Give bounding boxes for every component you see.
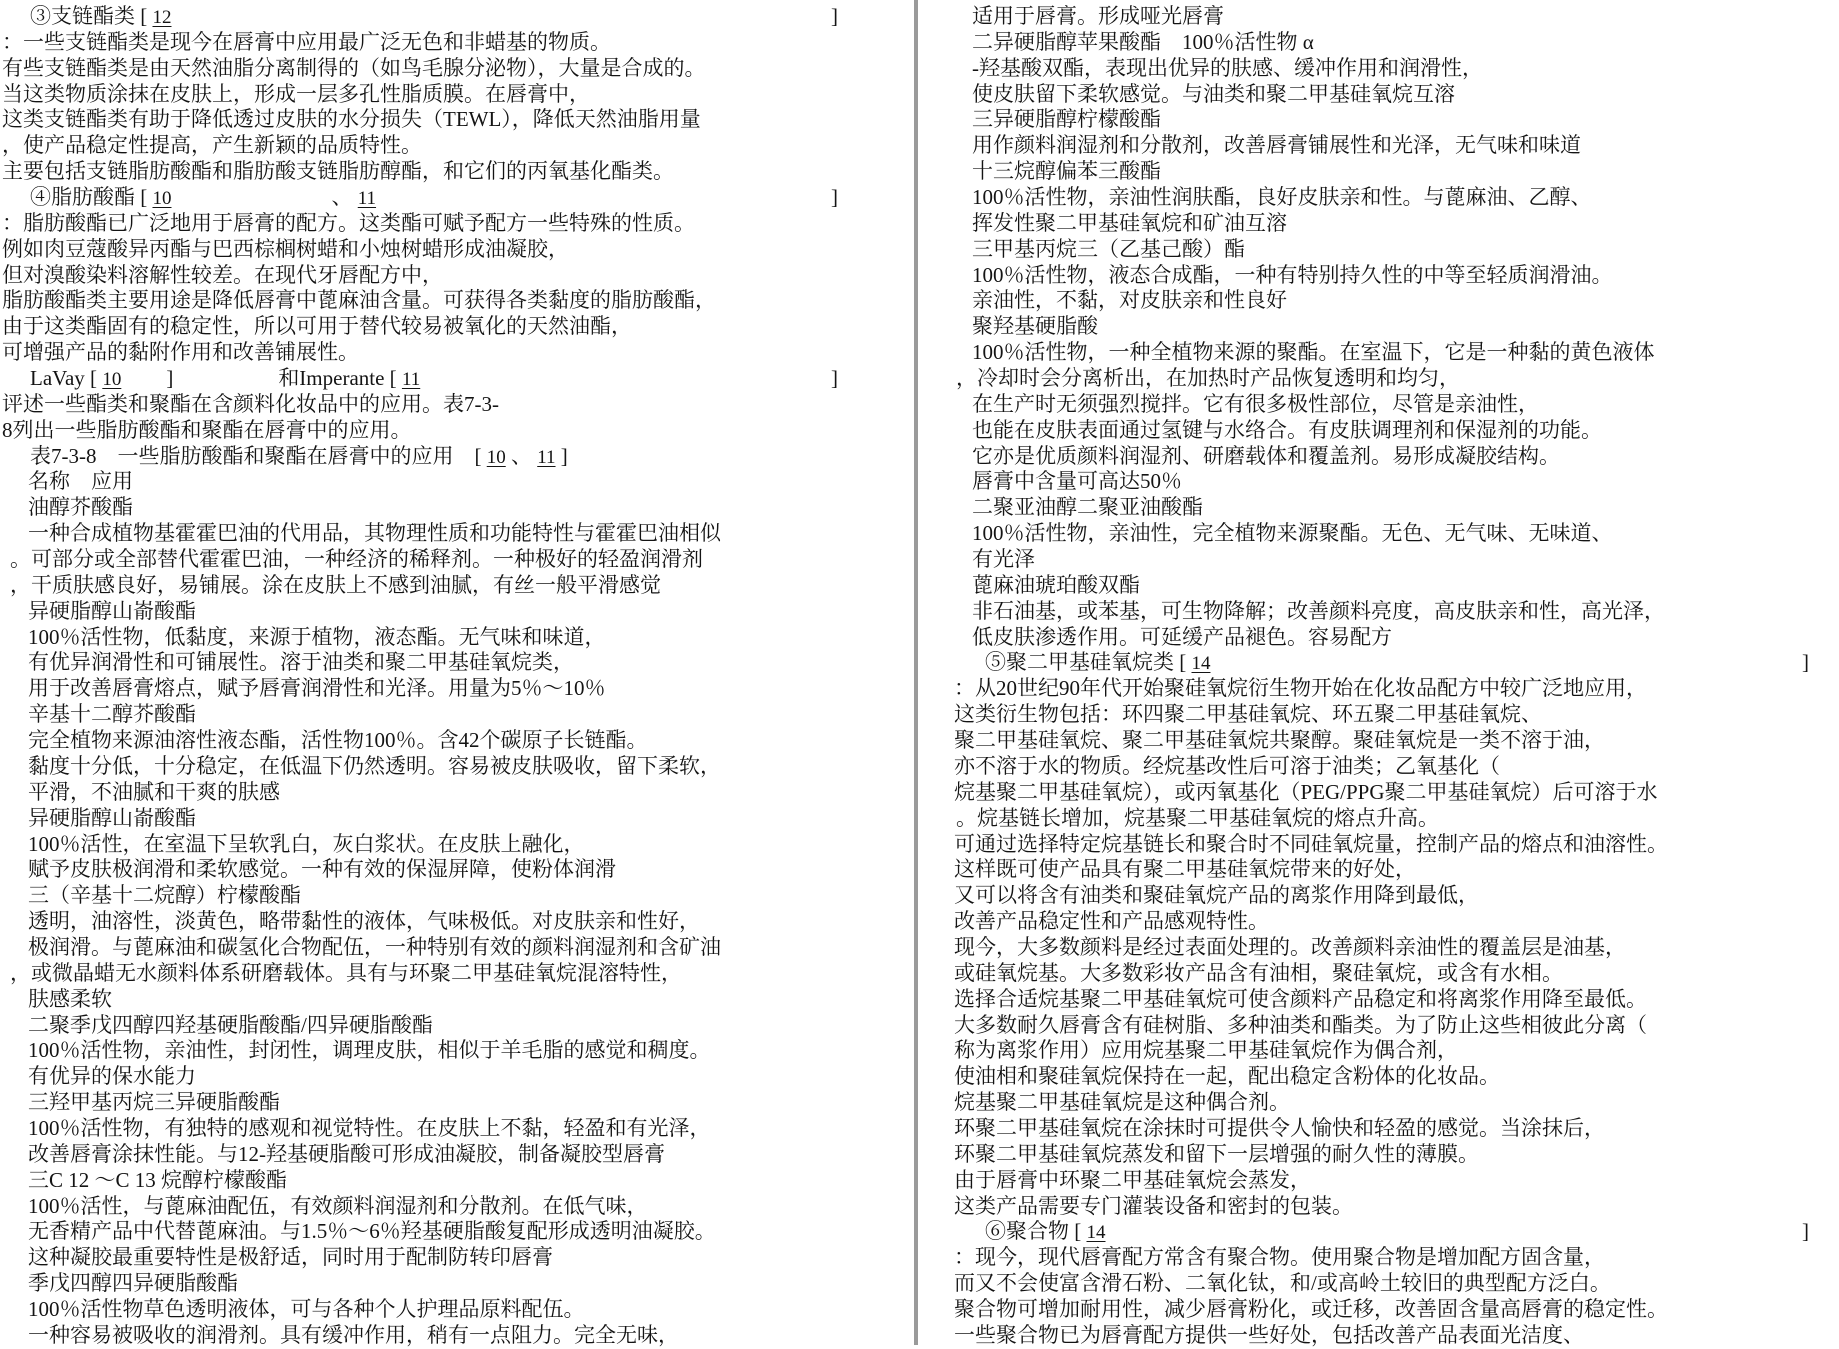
text-run: 低皮肤渗透作用。可延缓产品褪色。容易配方: [972, 624, 1392, 649]
text-run: ：从20世纪90年代开始聚硅氧烷衍生物开始在化妆品配方中较广泛地应用，: [954, 676, 1647, 701]
text-run: 这类支链酯类有助于降低透过皮肤的水分损失（TEWL），降低天然油脂用量: [2, 107, 701, 132]
text-run: ④脂肪酸酯 [: [30, 185, 153, 210]
text-run: 透明，油溶性，淡黄色，略带黏性的液体，气味极低。对皮肤亲和性好，: [28, 909, 700, 934]
text-run: 赋予皮肤极润滑和柔软感觉。一种有效的保湿屏障，使粉体润滑: [28, 857, 616, 882]
text-line: [954, 1271, 1809, 1297]
text-run: 聚合物可增加耐用性，减少唇膏粉化，或迁移，改善固含量高唇膏的稳定性。: [954, 1296, 1668, 1321]
text-run: 烷基聚二甲基硅氧烷是这种偶合剂。: [954, 1090, 1290, 1115]
text-run: 用于改善唇膏熔点，赋予唇膏润滑性和光泽。用量为5％～10％: [28, 676, 606, 701]
text-line: [972, 625, 1809, 651]
text-run: -羟基酸双酯，表现出优异的肤感、缓冲作用和润滑性，: [972, 55, 1483, 80]
inline-spacer: [173, 384, 278, 385]
text-line: [28, 650, 838, 676]
text-run: 改善唇膏涂抹性能。与12-羟基硬脂酸可形成油凝胶，制备凝胶型唇膏: [28, 1141, 665, 1166]
text-line: [972, 495, 1809, 521]
text-run: 。烷基链长增加，烷基聚二甲基硅氧烷的熔点升高。: [956, 805, 1439, 830]
text-line: [954, 883, 1809, 909]
text-line: [2, 288, 838, 314]
citation-link[interactable]: 14: [1191, 653, 1211, 675]
citation-link[interactable]: 11: [537, 446, 556, 468]
text-line: [28, 1271, 838, 1297]
text-run: 三甲基丙烷三（乙基己酸）酯: [972, 236, 1245, 261]
text-line: [28, 599, 838, 625]
text-line: [28, 857, 838, 883]
text-run: ，冷却时会分离析出，在加热时产品恢复透明和均匀，: [956, 366, 1460, 391]
text-line: [972, 159, 1809, 185]
text-line: [954, 987, 1809, 1013]
text-run: ，使产品稳定性提高，产生新颖的品质特性。: [2, 133, 422, 158]
left-page-column: [0, 0, 914, 1345]
text-run: 可通过选择特定烷基链长和聚合时不同硅氧烷量，控制产品的熔点和油溶性。: [954, 831, 1668, 856]
text-run: ：一些支链酯类是现今在唇膏中应用最广泛无色和非蜡基的物质。: [2, 29, 611, 54]
text-run: 使油相和聚硅氧烷保持在一起，配出稳定含粉体的化妆品。: [954, 1064, 1500, 1089]
text-run: 亦不溶于水的物质。经烷基改性后可溶于油类；乙氧基化（: [954, 753, 1500, 778]
text-run: 二聚亚油醇二聚亚油酸酯: [972, 495, 1203, 520]
text-line: [28, 1142, 838, 1168]
text-run: 亲油性，不黏，对皮肤亲和性良好: [972, 288, 1287, 313]
text-run: 100％活性物，一种全植物来源的聚酯。在室温下，它是一种黏的黄色液体: [972, 340, 1655, 365]
citation-link[interactable]: 14: [1086, 1222, 1106, 1244]
text-line: [2, 314, 838, 340]
text-run: 100％活性物，亲油性，完全植物来源聚酯。无色、无气味、无味道、: [972, 521, 1613, 546]
text-line: [972, 418, 1809, 444]
text-run: 主要包括支链脂肪酸酯和脂肪酸支链脂肪醇酯，和它们的丙氧基化酯类。: [2, 159, 674, 184]
text-line: [2, 133, 838, 159]
text-run: 100％活性物，亲油性，封闭性，调理皮肤，相似于羊毛脂的感觉和稠度。: [28, 1038, 711, 1063]
text-line: [28, 1219, 838, 1245]
text-run: 有些支链酯类是由天然油脂分离制得的（如鸟毛腺分泌物），大量是合成的。: [2, 55, 706, 80]
text-line: [2, 30, 838, 56]
text-line: [28, 883, 838, 909]
text-line: [10, 547, 838, 573]
text-line: [10, 961, 838, 987]
text-line: [972, 237, 1809, 263]
text-run: 极润滑。与蓖麻油和碳氢化合物配伍，一种特别有效的颜料润湿剂和含矿油: [28, 934, 721, 959]
text-run: 烷基聚二甲基硅氧烷），或丙氧基化（PEG/PPG聚二甲基硅氧烷）后可溶于水: [954, 779, 1658, 804]
text-run: 100％活性物，低黏度，来源于植物，液态酯。无气味和味道，: [28, 624, 606, 649]
text-run: 也能在皮肤表面通过氢键与水络合。有皮肤调理剂和保湿剂的功能。: [972, 417, 1602, 442]
text-line: [954, 702, 1809, 728]
text-run: 选择合适烷基聚二甲基硅氧烷可使含颜料产品稳定和将离浆作用降至最低。: [954, 986, 1647, 1011]
text-run: 使皮肤留下柔软感觉。与油类和聚二甲基硅氧烷互溶: [972, 81, 1455, 106]
text-run: 表7-3-8 一些脂肪酸酯和聚酯在唇膏中的应用 [: [30, 443, 487, 468]
text-line: [972, 547, 1809, 573]
text-run: 油醇芥酸酯: [28, 495, 133, 520]
text-line: [28, 1168, 838, 1194]
text-line: [972, 133, 1809, 159]
text-line: [972, 340, 1809, 366]
text-run: 聚二甲基硅氧烷、聚二甲基硅氧烷共聚醇。聚硅氧烷是一类不溶于油，: [954, 728, 1605, 753]
text-line: [28, 625, 838, 651]
text-run: 异硬脂醇山嵛酸酯: [28, 598, 196, 623]
text-line: [28, 1297, 838, 1323]
text-run: 二异硬脂醇苹果酸酯 100％活性物 α: [972, 29, 1314, 54]
text-run: 蓖麻油琥珀酸双酯: [972, 572, 1140, 597]
text-run: 挥发性聚二甲基硅氧烷和矿油互溶: [972, 210, 1287, 235]
text-line: [972, 314, 1809, 340]
text-line: [2, 392, 838, 418]
text-run: 三C 12 ～C 13 烷醇柠檬酸酯: [28, 1167, 288, 1192]
text-run: ：现今，现代唇膏配方常含有聚合物。使用聚合物是增加配方固含量，: [954, 1245, 1605, 1270]
text-run: 异硬脂醇山嵛酸酯: [28, 805, 196, 830]
text-run: ]: [166, 366, 174, 391]
right-page-column: [918, 0, 1839, 1345]
citation-link[interactable]: 11: [401, 369, 421, 391]
text-line: [954, 1168, 1809, 1194]
text-line: [28, 1194, 838, 1220]
text-line: [972, 288, 1809, 314]
text-run: 一些聚合物已为唇膏配方提供一些好处，包括改善产品表面光洁度、: [954, 1322, 1584, 1347]
text-line: [28, 495, 838, 521]
text-run: 但对溴酸染料溶解性较差。在现代牙唇配方中，: [2, 262, 443, 287]
text-line: [972, 4, 1809, 30]
text-line: [2, 56, 838, 82]
text-line: [28, 935, 838, 961]
text-run: 又可以将含有油类和聚硅氧烷产品的离浆作用降到最低，: [954, 883, 1479, 908]
text-run: ]: [555, 443, 568, 468]
text-run: 和Imperante [: [278, 366, 402, 391]
text-line: [30, 185, 838, 211]
text-line: [28, 1116, 838, 1142]
text-run: 由于唇膏中环聚二甲基硅氧烷会蒸发，: [954, 1167, 1311, 1192]
text-line: [28, 521, 838, 547]
text-run: 100％活性物，有独特的感观和视觉特性。在皮肤上不黏，轻盈和有光泽，: [28, 1115, 711, 1140]
text-run: 大多数耐久唇膏含有硅树脂、多种油类和酯类。为了防止这些相彼此分离（: [954, 1012, 1647, 1037]
text-run: 三羟甲基丙烷三异硬脂酸酯: [28, 1090, 280, 1115]
text-line: [30, 366, 838, 392]
text-line: [28, 806, 838, 832]
text-run: 环聚二甲基硅氧烷蒸发和留下一层增强的耐久性的薄膜。: [954, 1141, 1479, 1166]
text-run: 这类产品需要专门灌装设备和密封的包装。: [954, 1193, 1353, 1218]
text-run: 、: [505, 443, 538, 468]
text-line: [954, 1297, 1809, 1323]
text-run: 三（辛基十二烷醇）柠檬酸酯: [28, 883, 301, 908]
citation-link[interactable]: 10: [102, 369, 122, 391]
text-run: ⑥聚合物 [: [985, 1219, 1087, 1244]
text-run: 这类衍生物包括：环四聚二甲基硅氧烷、环五聚二甲基硅氧烷、: [954, 702, 1542, 727]
text-line: [985, 1219, 1809, 1245]
text-run: 有光泽: [972, 547, 1035, 572]
text-line: [954, 961, 1809, 987]
text-run: 环聚二甲基硅氧烷在涂抹时可提供令人愉快和轻盈的感觉。当涂抹后，: [954, 1115, 1605, 1140]
text-line: [954, 780, 1809, 806]
text-run: 三异硬脂醇柠檬酸酯: [972, 107, 1161, 132]
text-run: ，干质肤感良好，易铺展。涂在皮肤上不感到油腻，有丝一般平滑感觉: [10, 572, 661, 597]
text-line: [2, 340, 838, 366]
text-run: 在生产时无须强烈搅拌。它有很多极性部位，尽管是亲油性，: [972, 391, 1539, 416]
text-run: 改善产品稳定性和产品感观特性。: [954, 909, 1269, 934]
text-run: 现今，大多数颜料是经过表面处理的。改善颜料亲油性的覆盖层是油基，: [954, 934, 1626, 959]
text-line: [2, 82, 838, 108]
text-line: [954, 728, 1809, 754]
text-line: [28, 1038, 838, 1064]
text-line: [2, 107, 838, 133]
text-run: ]: [831, 366, 838, 391]
text-run: 8列出一些脂肪酸酯和聚酯在唇膏中的应用。: [2, 417, 412, 442]
text-run: 例如肉豆蔻酸异丙酯与巴西棕榈树蜡和小烛树蜡形成油凝胶，: [2, 236, 569, 261]
citation-link[interactable]: 10: [486, 446, 506, 468]
text-line: [972, 107, 1809, 133]
text-line: [972, 30, 1809, 56]
text-run: 平滑，不油腻和干爽的肤感: [28, 779, 280, 804]
text-line: [2, 159, 838, 185]
text-line: [954, 754, 1809, 780]
text-line: [28, 728, 838, 754]
text-run: 黏度十分低，十分稳定，在低温下仍然透明。容易被皮肤吸收，留下柔软，: [28, 753, 721, 778]
text-run: 一种合成植物基霍霍巴油的代用品，其物理性质和功能特性与霍霍巴油相似: [28, 521, 721, 546]
text-line: [2, 263, 838, 289]
text-line: [972, 56, 1809, 82]
text-line: [954, 1013, 1809, 1039]
citation-link[interactable]: 10: [152, 188, 172, 210]
text-run: 由于这类酯固有的稳定性，所以可用于替代较易被氧化的天然油酯，: [2, 314, 632, 339]
text-run: 可增强产品的黏附作用和改善铺展性。: [2, 340, 359, 365]
text-run: ：脂肪酸酯已广泛地用于唇膏的配方。这类酯可赋予配方一些特殊的性质。: [2, 210, 695, 235]
text-line: [954, 676, 1809, 702]
text-line: [10, 573, 838, 599]
text-run: 当这类物质涂抹在皮肤上，形成一层多孔性脂质膜。在唇膏中，: [2, 81, 590, 106]
text-run: 聚羟基硬脂酸: [972, 314, 1098, 339]
text-line: [28, 1245, 838, 1271]
text-run: 完全植物来源油溶性液态酯，活性物100％。含42个碳原子长链酯。: [28, 728, 648, 753]
text-run: ]: [1802, 650, 1809, 675]
text-run: 100％活性物，液态合成酯，一种有特别持久性的中等至轻质润滑油。: [972, 262, 1613, 287]
text-line: [28, 702, 838, 728]
text-line: [956, 366, 1809, 392]
text-line: [954, 1142, 1809, 1168]
text-line: [972, 82, 1809, 108]
text-run: 100％活性物草色透明液体，可与各种个人护理品原料配伍。: [28, 1296, 585, 1321]
text-run: 评述一些酯类和聚酯在含颜料化妆品中的应用。表7-3-: [2, 391, 499, 416]
text-line: [954, 832, 1809, 858]
inline-spacer: [172, 203, 332, 204]
text-line: [972, 263, 1809, 289]
text-run: 称为离浆作用）应用烷基聚二甲基硅氧烷作为偶合剂，: [954, 1038, 1458, 1063]
text-line: [972, 573, 1809, 599]
text-line: [28, 987, 838, 1013]
text-run: 辛基十二醇芥酸酯: [28, 702, 196, 727]
text-run: 。可部分或全部替代霍霍巴油，一种经济的稀释剂。一种极好的轻盈润滑剂: [10, 547, 703, 572]
text-run: 名称 应用: [28, 469, 133, 494]
text-line: [30, 444, 838, 470]
text-run: 用作颜料润湿剂和分散剂，改善唇膏铺展性和光泽，无气味和味道: [972, 133, 1581, 158]
text-line: [972, 392, 1809, 418]
text-line: [972, 469, 1809, 495]
text-line: [985, 650, 1809, 676]
text-line: [28, 469, 838, 495]
text-line: [972, 521, 1809, 547]
text-run: 二聚季戊四醇四羟基硬脂酸酯/四异硬脂酸酯: [28, 1012, 433, 1037]
text-run: ，或微晶蜡无水颜料体系研磨载体。具有与环聚二甲基硅氧烷混溶特性，: [10, 960, 682, 985]
text-run: 脂肪酸酯类主要用途是降低唇膏中蓖麻油含量。可获得各类黏度的脂肪酸酯，: [2, 288, 716, 313]
text-run: 、: [331, 185, 358, 210]
text-line: [954, 1064, 1809, 1090]
text-run: 或硅氧烷基。大多数彩妆产品含有油相，聚硅氧烷，或含有水相。: [954, 960, 1563, 985]
text-run: ]: [831, 185, 838, 210]
text-run: 这种凝胶最重要特性是极舒适，同时用于配制防转印唇膏: [28, 1245, 553, 1270]
text-line: [2, 237, 838, 263]
text-run: 这样既可使产品具有聚二甲基硅氧烷带来的好处，: [954, 857, 1416, 882]
text-line: [954, 1116, 1809, 1142]
text-line: [28, 780, 838, 806]
text-line: [30, 4, 838, 30]
text-run: 无香精产品中代替蓖麻油。与1.5％～6％羟基硬脂酸复配形成透明油凝胶。: [28, 1219, 716, 1244]
inline-spacer: [121, 384, 166, 385]
text-line: [956, 806, 1809, 832]
text-run: ③支链酯类 [: [30, 4, 153, 28]
text-run: ]: [1802, 1219, 1809, 1244]
text-run: 它亦是优质颜料润湿剂、研磨载体和覆盖剂。易形成凝胶结构。: [972, 443, 1560, 468]
text-line: [972, 444, 1809, 470]
text-run: 100％活性，与蓖麻油配伍，有效颜料润湿剂和分散剂。在低气味，: [28, 1193, 648, 1218]
text-line: [2, 418, 838, 444]
text-run: 非石油基，或苯基，可生物降解；改善颜料亮度，高皮肤亲和性，高光泽，: [972, 598, 1665, 623]
text-line: [954, 1090, 1809, 1116]
text-run: 十三烷醇偏苯三酸酯: [972, 159, 1161, 184]
text-run: 100％活性，在室温下呈软乳白，灰白浆状。在皮肤上融化，: [28, 831, 585, 856]
text-run: 肤感柔软: [28, 986, 112, 1011]
text-line: [972, 211, 1809, 237]
text-line: [954, 857, 1809, 883]
text-line: [28, 1090, 838, 1116]
text-line: [972, 599, 1809, 625]
text-line: [28, 676, 838, 702]
text-run: LaVay [: [30, 366, 103, 391]
text-line: [28, 832, 838, 858]
text-run: 而又不会使富含滑石粉、二氧化钛，和/或高岭土较旧的典型配方泛白。: [954, 1271, 1611, 1296]
text-line: [972, 185, 1809, 211]
text-run: 100％活性物，亲油性润肤酯，良好皮肤亲和性。与蓖麻油、乙醇、: [972, 185, 1592, 210]
text-line: [2, 211, 838, 237]
text-run: 适用于唇膏。形成哑光唇膏: [972, 4, 1224, 28]
text-line: [954, 1038, 1809, 1064]
text-line: [954, 1194, 1809, 1220]
text-line: [28, 909, 838, 935]
text-line: [28, 1013, 838, 1039]
text-line: [954, 935, 1809, 961]
text-run: 季戊四醇四异硬脂酸酯: [28, 1271, 238, 1296]
text-line: [954, 909, 1809, 935]
text-run: 有优异润滑性和可铺展性。溶于油类和聚二甲基硅氧烷类，: [28, 650, 574, 675]
text-run: ]: [831, 4, 838, 28]
text-line: [28, 754, 838, 780]
text-run: 一种容易被吸收的润滑剂。具有缓冲作用，稍有一点阻力。完全无味，: [28, 1322, 679, 1347]
text-line: [954, 1245, 1809, 1271]
citation-link[interactable]: 11: [357, 188, 377, 210]
text-run: ⑤聚二甲基硅氧烷类 [: [985, 650, 1192, 675]
text-run: 唇膏中含量可高达50％: [972, 469, 1182, 494]
text-line: [28, 1064, 838, 1090]
text-run: 有优异的保水能力: [28, 1064, 196, 1089]
citation-link[interactable]: 12: [152, 7, 172, 28]
